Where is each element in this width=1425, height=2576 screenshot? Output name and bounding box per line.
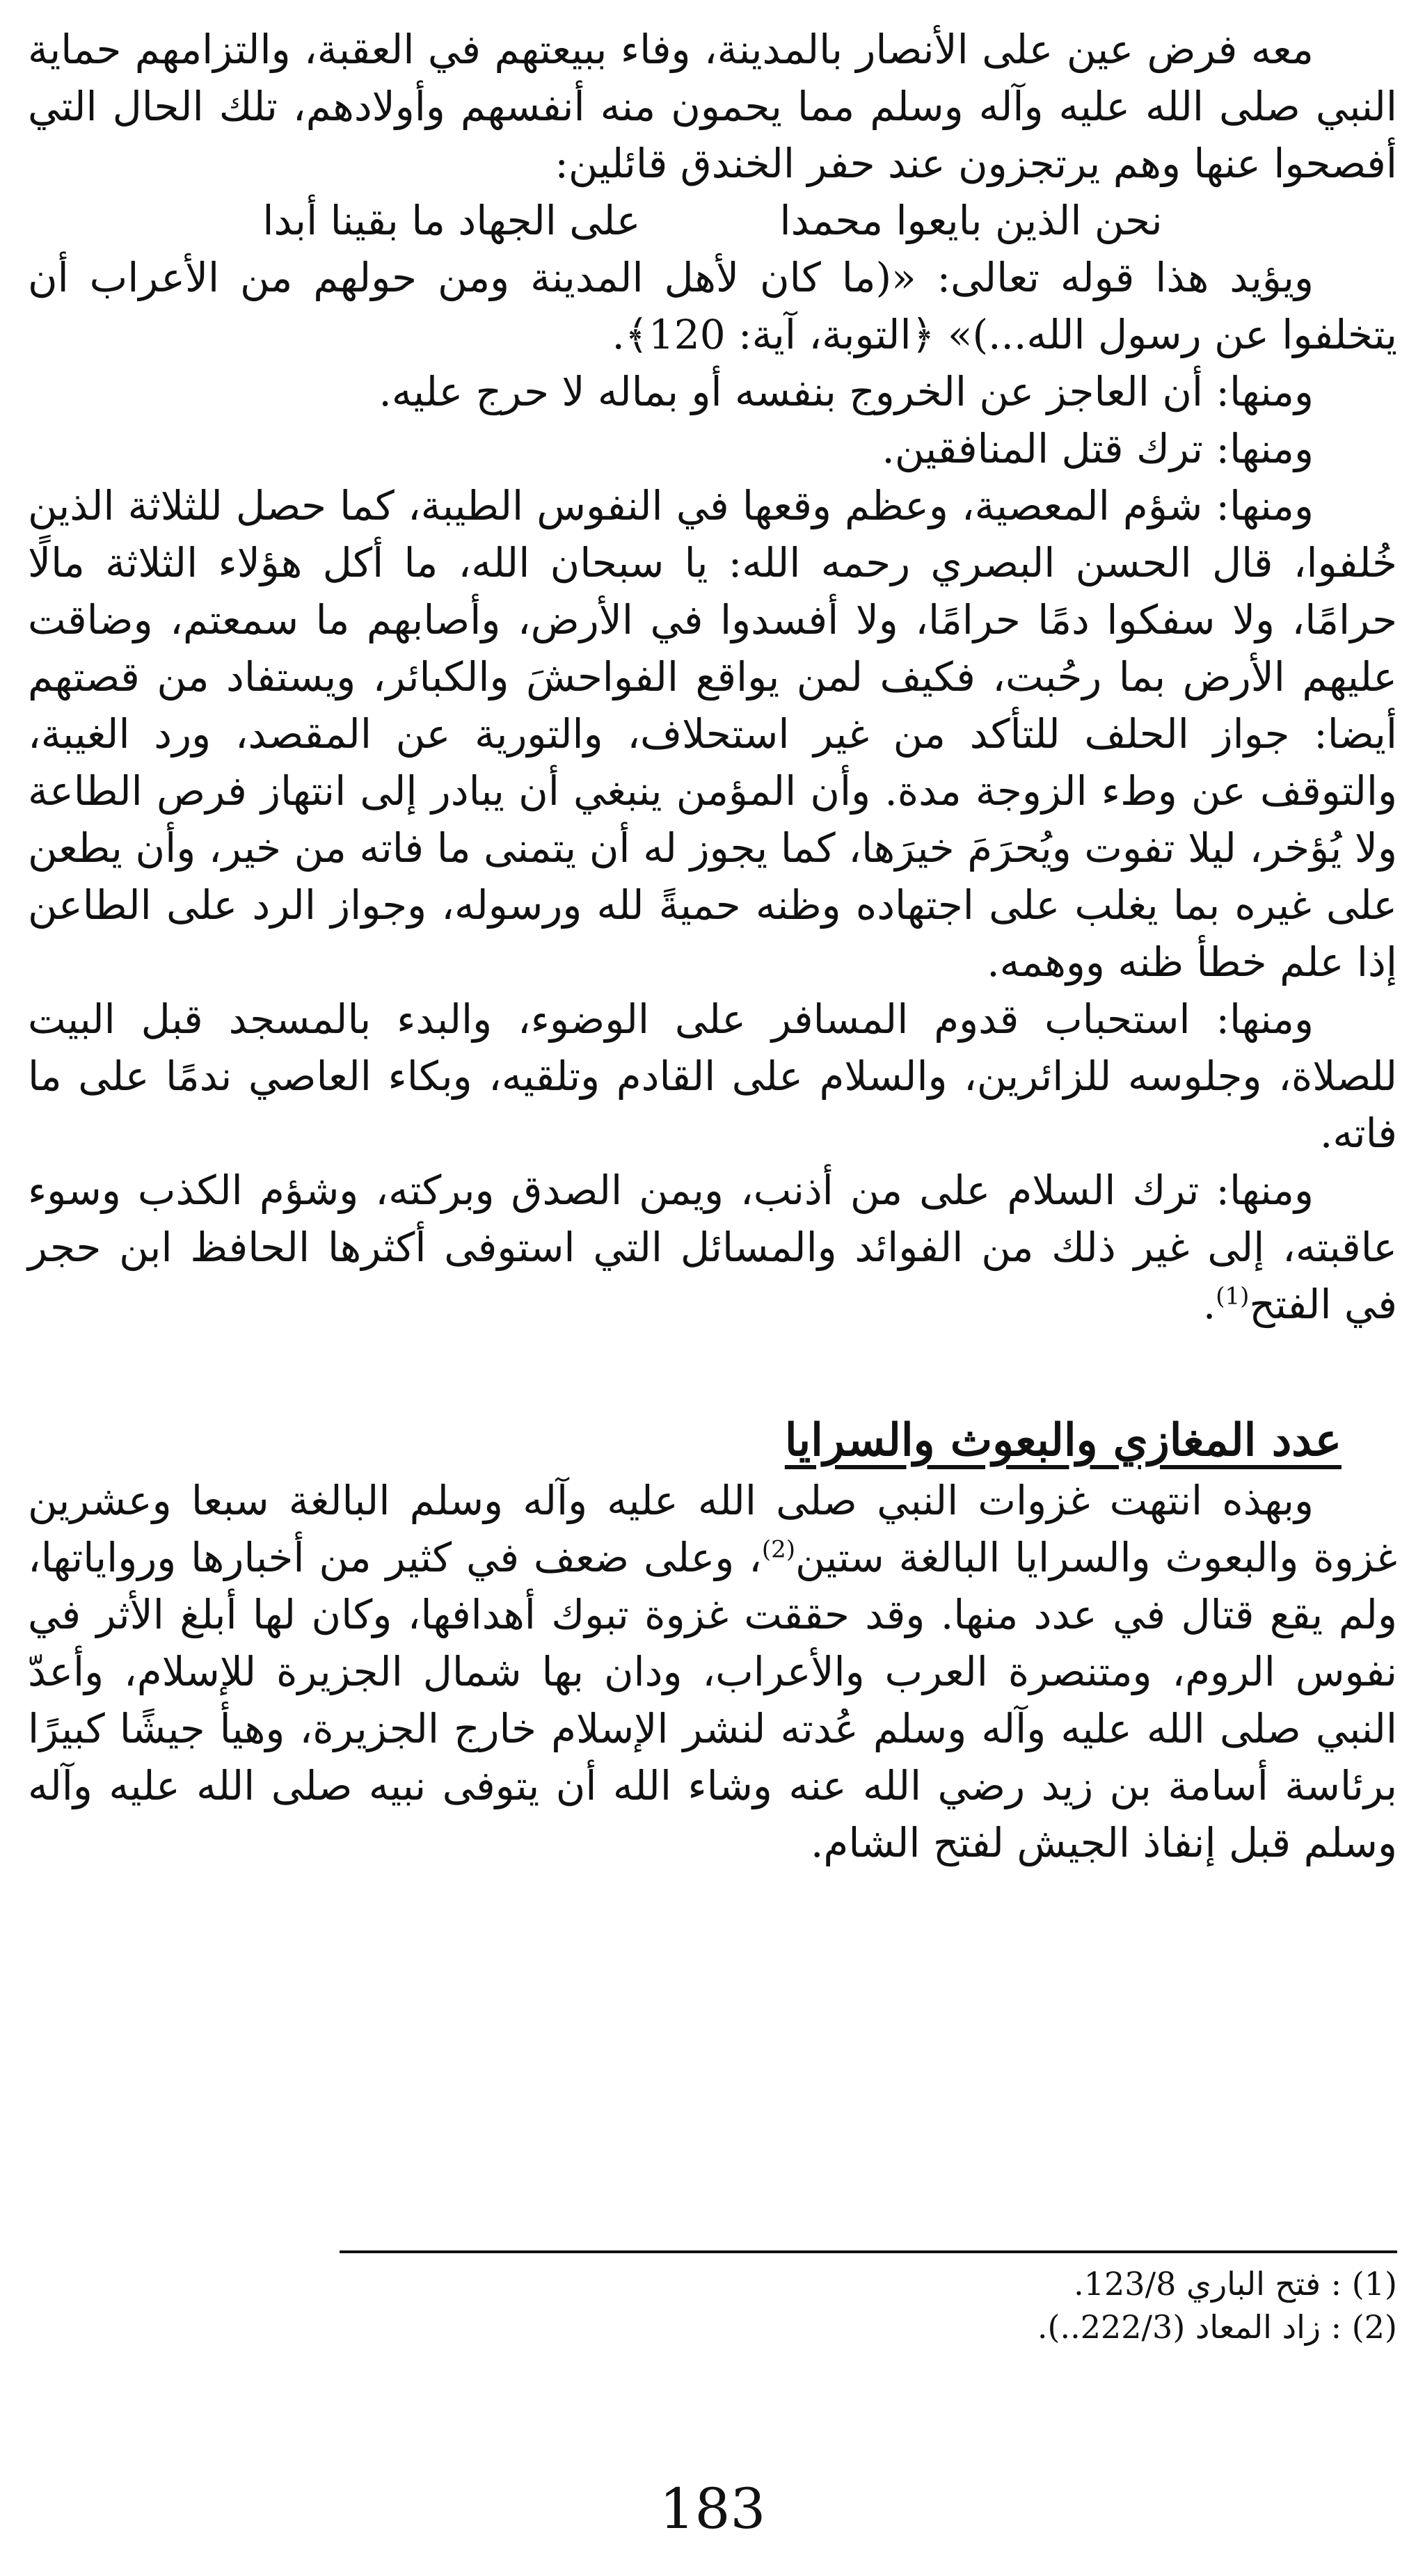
section-paragraph-text-b: ، وعلى ضعف في كثير من أخبارها ورواياتها، ولم يقع قتال في عدد منها. وقد حققت غزوة تبوك أهدافها، وكان لها أبلغ الأثر في نفوس الروم، ومتنصرة العرب والأعراب، ودان بها شمال الجزيرة للإسلام، وأعدّ النبي صلى الله عليه وآله وسلم عُدته لنشر الإسلام خارج الجزيرة، وهيأ جيشًا كبيرًا برئاسة أسامة بن زيد رضي الله عنه وشاء الله أن يتوفى نبيه صلى الله عليه وآله وسلم قبل إنفاذ الجيش لفتح الشام.	[28, 1534, 1397, 1866]
verse-first-hemistich: نحن الذين بايعوا محمدا	[779, 197, 1163, 244]
footnote-ref-1: (1)	[1216, 1282, 1250, 1311]
paragraph-2: ويؤيد هذا قوله تعالى: «(ما كان لأهل المدينة ومن حولهم من الأعراب أن يتخلفوا عن رسول الله...)» ﴿التوبة، آية: 120﴾.	[28, 254, 1397, 358]
footnotes	[28, 2262, 1397, 2349]
paragraph-6: ومنها: استحباب قدوم المسافر على الوضوء، والبدء بالمسجد قبل البيت للصلاة، وجلوسه للزائرين، والسلام على القادم وتلقيه، وبكاء العاصي ندمًا على ما فاته.	[28, 995, 1397, 1157]
footnote-ref-2: (2)	[761, 1535, 795, 1564]
section-title: عدد المغازي والبعوث والسرايا	[784, 1414, 1342, 1466]
paragraph-1: معه فرض عين على الأنصار بالمدينة، وفاء ببيعتهم في العقبة، والتزامهم حماية النبي صلى الله عليه وآله وسلم مما يحمون منه أنفسهم وأولادهم، تلك الحال التي أفصحوا عنها وهم يرتجزون عند حفر الخندق قائلين:	[28, 26, 1397, 187]
paragraph-7-end: .	[1202, 1281, 1216, 1328]
paragraph-4: ومنها: ترك قتل المنافقين.	[882, 425, 1314, 472]
section-paragraph-text-a: وبهذه انتهت غزوات النبي صلى الله عليه وآله وسلم البالغة سبعا وعشرين غزوة والبعوث والسرايا البالغة ستين	[28, 1477, 1398, 1581]
paragraph-5: ومنها: شؤم المعصية، وعظم وقعها في النفوس الطيبة، كما حصل للثلاثة الذين خُلفوا، قال الحسن البصري رحمه الله: يا سبحان الله، ما أكل هؤلاء الثلاثة مالًا حرامًا، ولا سفكوا دمًا حرامًا، ولا أفسدوا في الأرض، وأصابهم ما سمعتم، وضاقت عليهم الأرض بما رحُبت، فكيف لمن يواقع الفواحشَ والكبائر، ويستفاد من قصتهم أيضا: جواز الحلف للتأكد من غير استحلاف، والتورية عن المقصد، ورد الغيبة، والتوقف عن وطء الزوجة مدة. وأن المؤمن ينبغي أن يبادر إلى انتهاز فرص الطاعة ولا يُؤخر، ليلا تفوت ويُحرَمَ خيرَها، كما يجوز له أن يتمنى ما فاته من خير، وأن يطعن على غيره بما يغلب على اجتهاده وظنه حميةً لله ورسوله، وجواز الرد على الطاعن إذا علم خطأ ظنه ووهمه.	[28, 482, 1397, 986]
paragraph-7-text: ومنها: ترك السلام على من أذنب، ويمن الصدق وبركته، وشؤم الكذب وسوء عاقبته، إلى غير ذلك من الفوائد والمسائل التي استوفى أكثرها الحافظ ابن حجر في الفتح	[28, 1167, 1397, 1328]
paragraph-7	[28, 1162, 1397, 1333]
footnote-divider	[340, 2250, 1397, 2253]
verse-second-hemistich: على الجهاد ما بقينا أبدا	[262, 197, 641, 244]
footnote-1: (1) : فتح الباري 123/8.	[1074, 2265, 1397, 2303]
paragraph-3: ومنها: أن العاجز عن الخروج بنفسه أو بماله لا حرج عليه.	[379, 368, 1314, 415]
page-body	[28, 21, 1397, 1871]
page-number: 183	[659, 2477, 766, 2541]
section-paragraph	[28, 1472, 1397, 1871]
footnote-2: (2) : زاد المعاد (222/3..).	[1037, 2308, 1397, 2346]
poetry-verse	[28, 192, 1397, 249]
